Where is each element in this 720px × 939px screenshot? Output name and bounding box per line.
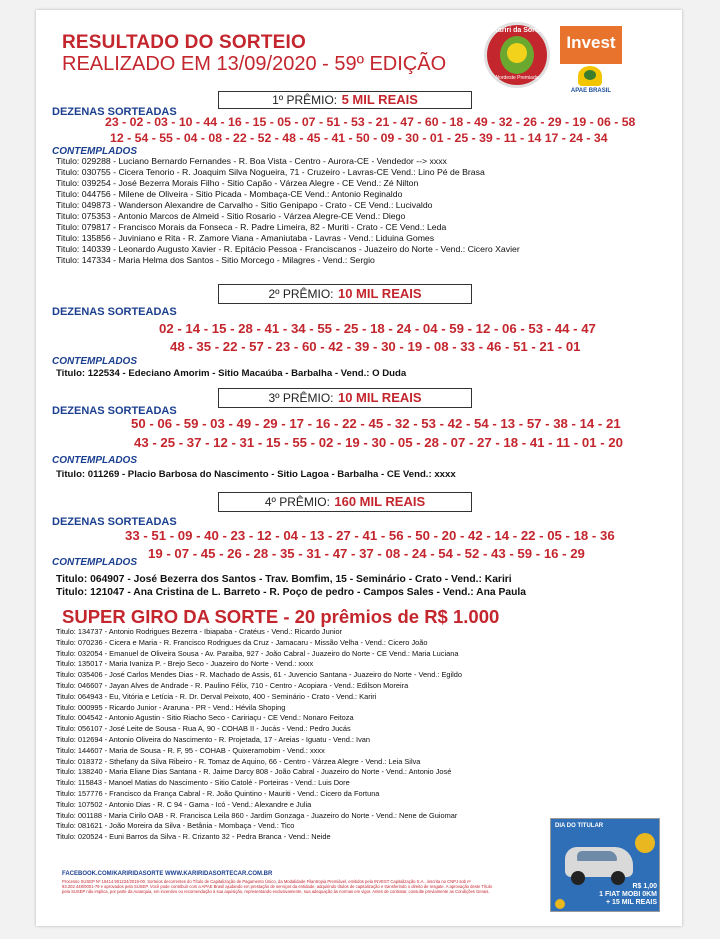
winner-row: Titulo: 030755 - Cicera Tenorio - R. Joaquim Silva Nogueira, 71 - Cruzeiro - Lavras-CE Vend.: Lino Pé de Brasa (56, 167, 485, 177)
coin-icon (635, 833, 655, 853)
dezenas-label: DEZENAS SORTEADAS (52, 306, 177, 318)
winner-row: Titulo: 020524 - Euni Barros da Silva - R. Crizanto 32 - Pedra Branca - Vend.: Neide (56, 832, 331, 842)
winner-row: Titulo: 121047 - Ana Cristina de L. Barreto - R. Poço de pedro - Campos Sales - Vend.: Ana Paula (56, 587, 526, 598)
prize-3-label: 3º PRÊMIO: (268, 391, 334, 405)
winner-row: Titulo: 029288 - Luciano Bernardo Fernandes - R. Boa Vista - Centro - Aurora-CE - Vendedor --> xxxx (56, 156, 447, 166)
invest-logo: Invest (560, 26, 622, 64)
prize-2-winner: Titulo: 122534 - Edeciano Amorim - Sitio Macaúba - Barbalha - Vend.: O Duda (56, 368, 407, 379)
winner-row: Titulo: 115843 - Manoel Matias do Nascimento - Sitio Catolé - Porteiras - Vend.: Luis Dore (56, 778, 350, 788)
prize-4-label: 4º PRÊMIO: (264, 495, 330, 509)
winner-row: Titulo: 157776 - Francisco da França Cabral - R. João Quintino - Mauriti - Vend.: Cicero da Fortuna (56, 788, 380, 798)
promo-top-text: DIA DO TITULAR (555, 823, 604, 829)
winner-row: Titulo: 075353 - Antonio Marcos de Almeid - Sitio Rosario - Várzea Alegre-CE Vend.: Diego (56, 211, 406, 221)
winner-row: Titulo: 140339 - Leonardo Augusto Xavier - R. Epitácio Pessoa - Franciscanos - Juazeiro do Norte - Vend.: Cicero Xavier (56, 244, 520, 254)
prize-1-numbers-line-1: 23 - 02 - 03 - 10 - 44 - 16 - 15 - 05 - 07 - 51 - 53 - 21 - 47 - 60 - 18 - 49 - 32 - 26 - 29 - 19 - 06 - 58 (105, 115, 636, 129)
winner-row: Titulo: 064907 - José Bezerra dos Santos - Trav. Bomfim, 15 - Seminário - Crato - Vend.: Kariri (56, 574, 512, 585)
prize-1-label: 1º PRÊMIO: (272, 93, 338, 107)
winner-row: Titulo: 144607 - Maria de Sousa - R. F, 95 - COHAB - Quixeramobim - Vend.: xxxx (56, 745, 325, 755)
winner-row: Titulo: 004542 - Antonio Agustin - Sitio Riacho Seco - Caririaçu - CE Vend.: Nonaro Feitoza (56, 713, 354, 723)
apae-hands-icon (584, 70, 596, 80)
prize-3-winner: Titulo: 011269 - Placio Barbosa do Nascimento - Sitio Lagoa - Barbalha - CE Vend.: xxxx (56, 469, 456, 480)
coin-icon (507, 43, 527, 63)
winner-row: Titulo: 049873 - Wanderson Alexandre de Carvalho - Sitio Genipapo - Crato - CE Vend.: Lucivaldo (56, 200, 433, 210)
prize-3-value: 10 MIL REAIS (337, 390, 422, 405)
prize-2-label: 2º PRÊMIO: (268, 287, 334, 301)
winner-row: Titulo: 079817 - Francisco Morais da Fonseca - R. Padre Limeira, 82 - Muriti - Crato - CE Vend.: Leda (56, 222, 447, 232)
promo-price: R$ 1,00 (632, 883, 657, 890)
winner-row: Titulo: 135856 - Juviniano e Rita - R. Zamore Viana - Amaniutaba - Lavras - Vend.: Liduina Gomes (56, 233, 435, 243)
winner-row: Titulo: 000995 - Ricardo Junior - Araruna - PR - Vend.: Hévila Shoping (56, 702, 286, 712)
prize-4-winners (56, 573, 526, 599)
prize-3-banner (218, 388, 472, 408)
dezenas-label: DEZENAS SORTEADAS (52, 516, 177, 528)
prize-4-banner (218, 492, 472, 512)
winner-row: Titulo: 138240 - Maria Eliane Dias Santana - R. Jaime Darcy 808 - João Cabral - Juazeiro do Norte - Vend.: Antonio José (56, 767, 452, 777)
social-links: FACEBOOK.COM/KARIRIDASORTE WWW.KARIRIDASORTECAR.COM.BR (62, 871, 273, 877)
apae-logo-text: APAE BRASIL (570, 88, 612, 94)
contemplados-label: CONTEMPLADOS (52, 356, 137, 367)
winner-row: Titulo: 147334 - Maria Helma dos Santos - Sitio Morcego - Milagres - Vend.: Sergio (56, 255, 375, 265)
kariri-logo-text: Kariri da Sorte (492, 27, 542, 34)
contemplados-label: CONTEMPLADOS (52, 455, 137, 466)
prize-1-winners (56, 156, 520, 266)
car-window (577, 851, 617, 861)
winner-row: Titulo: 044756 - Milene de Oliveira - Sitio Picada - Mombaça-CE Vend.: Antonio Reginaldo (56, 189, 403, 199)
promo-line-2: + 15 MIL REAIS (605, 899, 657, 906)
winner-row: Titulo: 134737 - Antonio Rodrigues Bezerra - Ibiapaba - Cratéus - Vend.: Ricardo Junior (56, 627, 343, 636)
winner-row: Titulo: 064943 - Eu, Vitória e Letícia - R. Dr. Derval Peixoto, 400 - Seminário - Crato - Vend.: Kariri (56, 691, 377, 701)
prize-2-numbers-line-2: 48 - 35 - 22 - 57 - 23 - 60 - 42 - 39 - 30 - 19 - 08 - 33 - 46 - 51 - 21 - 01 (170, 339, 581, 354)
super-giro-winners (56, 627, 462, 843)
prize-3-numbers-line-2: 43 - 25 - 37 - 12 - 31 - 15 - 55 - 02 - 19 - 30 - 05 - 28 - 07 - 27 - 18 - 41 - 11 - 01 - 20 (134, 435, 623, 450)
page-subtitle: REALIZADO EM 13/09/2020 - 59º EDIÇÃO (62, 53, 447, 75)
winner-row: Titulo: 018372 - Sthefany da Silva Ribeiro - R. Tomaz de Aquino, 66 - Centro - Várzea Alegre - Vend.: Leia Silva (56, 756, 421, 766)
winner-row: Titulo: 081621 - João Moreira da Silva - Betânia - Mombaça - Vend.: Tico (56, 821, 295, 831)
promo-line-1: 1 FIAT MOBI 0KM (599, 891, 657, 898)
winner-row: Titulo: 035406 - José Carlos Mendes Dias - R. Machado de Assis, 61 - Juvencio Santana - Juazeiro do Norte - Vend.: Egildo (56, 670, 463, 680)
prize-4-numbers-line-1: 33 - 51 - 09 - 40 - 23 - 12 - 04 - 13 - 27 - 41 - 56 - 50 - 20 - 42 - 14 - 22 - 05 - 18 - 36 (125, 528, 615, 543)
winner-row: Titulo: 039254 - José Bezerra Morais Filho - Sitio Capão - Várzea Alegre - CE Vend.: Zé Nilton (56, 178, 419, 188)
super-giro-title: SUPER GIRO DA SORTE - 20 prêmios de R$ 1.000 (62, 606, 500, 627)
kariri-logo-subtext: Nordeste Premiada (495, 75, 539, 81)
prize-2-banner (218, 284, 472, 304)
prize-2-numbers-line-1: 02 - 14 - 15 - 28 - 41 - 34 - 55 - 25 - 18 - 24 - 04 - 59 - 12 - 06 - 53 - 44 - 47 (159, 321, 596, 336)
prize-4-value: 160 MIL REAIS (334, 494, 426, 509)
prize-1-numbers-line-2: 12 - 54 - 55 - 04 - 08 - 22 - 52 - 48 - 45 - 41 - 50 - 09 - 30 - 01 - 25 - 39 - 11 - 14 17 - 24 - 34 (110, 131, 608, 145)
prize-3-numbers-line-1: 50 - 06 - 59 - 03 - 49 - 29 - 17 - 16 - 22 - 45 - 32 - 53 - 42 - 54 - 13 - 57 - 38 - 14 - 21 (131, 416, 621, 431)
prize-1-banner (218, 91, 472, 109)
winner-row: Titulo: 032054 - Emanuel de Oliveira Sousa - Av. Paraiba, 927 - João Cabral - Juazeiro do Norte - CE Vend.: Maria Luciana (56, 648, 459, 658)
contemplados-label: CONTEMPLADOS (52, 146, 137, 157)
prize-1-value: 5 MIL REAIS (341, 92, 418, 107)
promo-card (550, 818, 660, 912)
winner-row: Titulo: 135017 - Maria Ivaniza P. - Brejo Seco - Juazeiro do Norte - Vend.: xxxx (56, 659, 314, 669)
winner-row: Titulo: 107502 - Antonio Dias - R. C 94 - Gama - Icó - Vend.: Alexandre e Julia (56, 799, 312, 809)
winner-row: Titulo: 056107 - José Leite de Sousa - Rua A, 90 - COHAB II - Jucás - Vend.: Pedro Jucás (56, 724, 351, 734)
winner-row: Titulo: 001188 - Maria Cirilo OAB - R. Francisca Leila 860 - Jardim Gonzaga - Juazeiro do Norte - Vend.: Nene de Guiomar (56, 810, 458, 820)
dezenas-label: DEZENAS SORTEADAS (52, 405, 177, 417)
winner-row: Titulo: 012694 - Antonio Oliveira do Nascimento - R. Projetada, 17 - Areias - Iguatu - Vend.: Ivan (56, 734, 370, 744)
winner-row: Titulo: 070236 - Cicera e Maria - R. Francisco Rodrigues da Cruz - Jamacaru - Missão Velha - Vend.: Cicero João (56, 637, 428, 647)
kariri-logo (484, 22, 550, 88)
promo-text (553, 883, 657, 907)
prize-4-numbers-line-2: 19 - 07 - 45 - 26 - 28 - 35 - 31 - 47 - 37 - 08 - 24 - 54 - 52 - 43 - 59 - 16 - 29 (148, 546, 585, 561)
winner-row: Titulo: 046607 - Jayan Alves de Andrade - R. Paulino Félix, 710 - Centro - Acopiara - Vend.: Edilson Moreira (56, 680, 409, 690)
prize-2-value: 10 MIL REAIS (337, 286, 422, 301)
page-title: RESULTADO DO SORTEIO (62, 32, 306, 53)
legal-fine-print: Processo SUSEP Nº 15414.901234/2019-00. Sorteios decorrentes do Título de Capitalização de Pagamento Único, da Modalidade Filantropia Premiável, emitidos pela INVEST Capitalização S.A., inscrita no CNPJ sob nº 93.202.448/0001-79 e aprovados pela SUSEP. Você pode contribuir com a APAE Brasil ajudando em prestação de serviços da entidade, adquirindo títulos de capitalização e transferindo o direito de resgate. A aprovação deste Título pela SUSEP não implica, por parte da Autarquia, em incentivo ou recomendação à sua aquisição, representando exclusivamente, sua adequação às normas em vigor. Antes de contratar, consulte previamente as Condições Gerais. (62, 879, 492, 894)
contemplados-label: CONTEMPLADOS (52, 557, 137, 568)
dezenas-label: DEZENAS SORTEADAS (52, 106, 177, 118)
